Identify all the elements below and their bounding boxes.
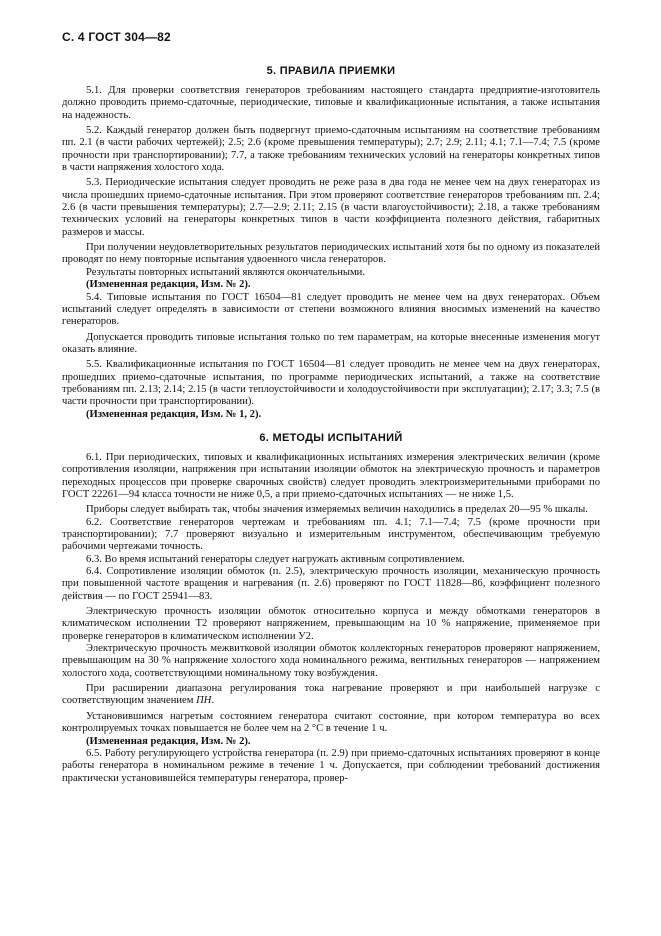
paragraph: 6.5. Работу регулирующего устройства генератора (п. 2.9) при приемо-сдаточных испытаниях проверяют в конце работы генератора в номинальном режиме в течение 1 ч. Допускается, при соблюдении требований достижения практически установившейся температуры генератора, провер-	[62, 747, 600, 784]
paragraph: 6.2. Соответствие генераторов чертежам и требованиям пп. 4.1; 7.1—7.4; 7.5 (кроме прочности при транспортировании); 7.7 проверяют визуально и измерительным инструментом, обеспечивающим требуемую рабочими чертежами точность.	[62, 516, 600, 553]
document-page	[62, 30, 600, 785]
paragraph: 5.3. Периодические испытания следует проводить не реже раза в два года не менее чем на двух генераторах из числа прошедших приемо-сдаточные испытания. При этом проверяют соответствие генераторов требованиям пп. 2.4; 2.6 (в части превышения температуры); 2.7—2.9; 2.11; 2.15 (в части влагоустойчивости); 2.18, а также требованиям технических условий на генераторы конкретных типов в части коэффициента полезного действия, габаритных размеров и массы.	[62, 177, 600, 238]
paragraph-text: При расширении диапазона регулирования тока нагревание проверяют и при наибольшей нагрузке с соответствующим значением	[62, 683, 600, 707]
paragraph: 6.1. При периодических, типовых и квалификационных испытаниях измерения электрических величин (кроме сопротивления изоляции, напряжения при испытании изоляции обмоток на электрическую прочность и параметров переходных процессов при проверке сварочных свойств) следует проводить электроизмерительными приборами по ГОСТ 22261—94 класса точности не ниже 0,5, а при приемо-сдаточных испытаниях — не ниже 1,5.	[62, 451, 600, 500]
paragraph: 5.4. Типовые испытания по ГОСТ 16504—81 следует проводить не менее чем на двух генераторах. Объем испытаний следует определять в зависимости от степени возможного влияния вносимых изменений на качество генераторов.	[62, 291, 600, 328]
paragraph-tail: .	[211, 695, 215, 707]
designation-mark: ПН	[196, 695, 212, 707]
paragraph: 5.2. Каждый генератор должен быть подвергнут приемо-сдаточным испытаниям на соответствие требованиям пп. 2.1 (в части рабочих чертежей); 2.5; 2.6 (кроме превышения температуры); 2.7; 2.9; 2.11; 4.1; 7.1—7.4; 7.5 (кроме прочности при транспортировании); 7.7, а также требованиям технических условий на генераторы конкретных типов в части напряжения холостого хода.	[62, 125, 600, 174]
section-title: 5. ПРАВИЛА ПРИЕМКИ	[266, 65, 396, 77]
paragraph: Электрическую прочность межвитковой изоляции обмоток коллекторных генераторов проверяют напряжением, превышающим на 30 % напряжение холостого хода номинального режима, вентильных генераторов — напряжением холостого хода, соответствующими номинальному току возбуждения.	[62, 643, 600, 679]
paragraph: Установившимся нагретым состоянием генератора считают состояние, при котором температура во всех контролируемых точках повышается не более чем на 2 °С в течение 1 ч.	[62, 710, 600, 735]
paragraph	[62, 683, 600, 708]
paragraph: Результаты повторных испытаний являются окончательными.	[86, 266, 366, 278]
paragraph: 5.1. Для проверки соответствия генераторов требованиям настоящего стандарта предприятие-изготовитель должно проводить приемо-сдаточные, периодические, типовые и квалификационные испытания, а также испытания на надежность.	[62, 85, 600, 121]
paragraph: При получении неудовлетворительных результатов периодических испытаний хотя бы по одному из показателей проводят по нему повторные испытания удвоенного числа генераторов.	[62, 242, 600, 266]
paragraph: Электрическую прочность изоляции обмоток относительно корпуса и между обмотками генераторов в климатическом исполнении Т2 проверяют напряжением, превышающим на 10 % напряжение, применяемое при проверке генераторов в климатическом исполнении У2.	[62, 606, 600, 642]
paragraph: 5.5. Квалификационные испытания по ГОСТ 16504—81 следует проводить не менее чем на двух генераторах, прошедших приемо-сдаточные испытания, по программе периодических испытаний, а также на соответствие требованиям пп. 2.13; 2.14; 2.15 (в части теплоустойчивости и холодоустойчивости при эксплуатации); 2.17; 3.3; 7.5 (в части прочности при транспортировании).	[62, 359, 600, 408]
document-body	[62, 64, 600, 785]
amendment-note: (Измененная редакция, Изм. № 2).	[86, 735, 251, 747]
paragraph: Допускается проводить типовые испытания только по тем параметрам, на которые внесенные изменения могут оказать влияние.	[62, 331, 600, 355]
paragraph: 6.3. Во время испытаний генераторы следует нагружать активным сопротивлением.	[86, 553, 465, 565]
paragraph: 6.4. Сопротивление изоляции обмоток (п. 2.5), электрическую прочность изоляции, механическую прочность при повышенной частоте вращения и нагревания (п. 2.6) проверяют по ГОСТ 11828—86, коэффициент полезного действия — по ГОСТ 25941—83.	[62, 566, 600, 602]
amendment-note: (Измененная редакция, Изм. № 2).	[86, 279, 251, 291]
page-header: С. 4 ГОСТ 304—82	[62, 30, 171, 44]
section-title: 6. МЕТОДЫ ИСПЫТАНИЙ	[259, 431, 403, 444]
amendment-note: (Измененная редакция, Изм. № 1, 2).	[86, 408, 262, 420]
paragraph: Приборы следует выбирать так, чтобы значения измеряемых величин находились в пределах 20—95 % шкалы.	[86, 504, 588, 516]
